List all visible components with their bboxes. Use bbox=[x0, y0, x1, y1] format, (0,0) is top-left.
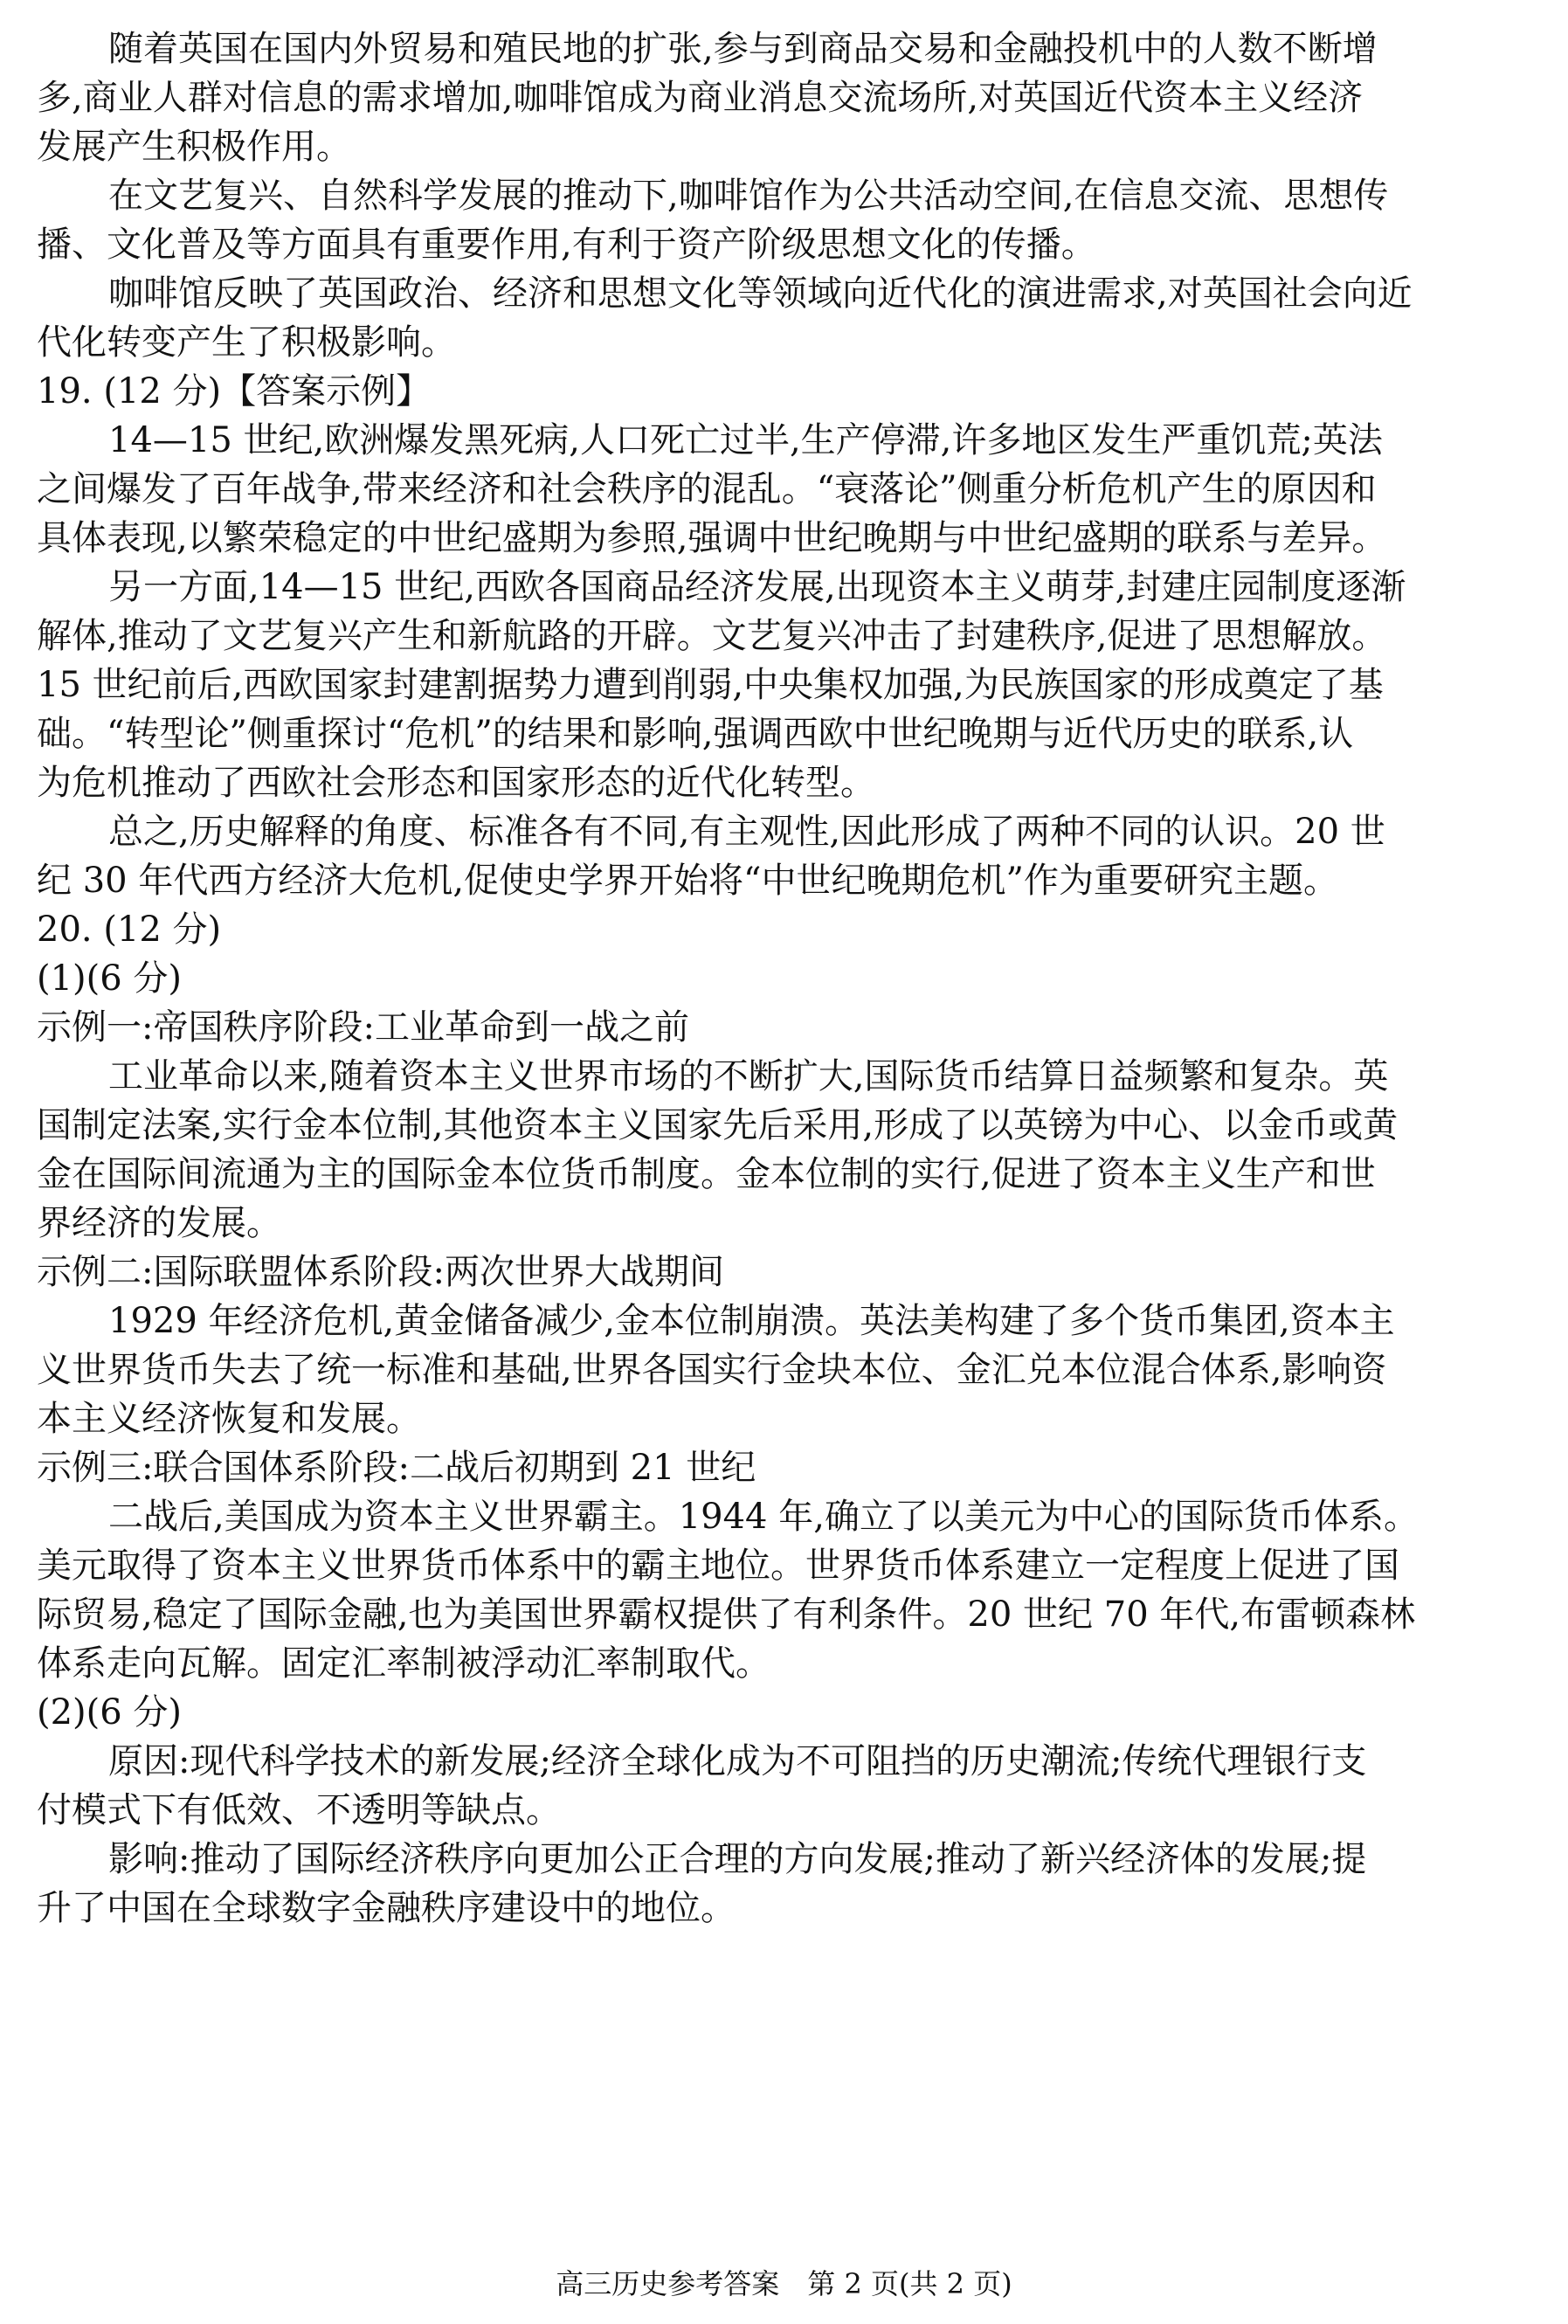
text-line: 另一方面,14—15 世纪,西欧各国商品经济发展,出现资本主义萌芽,封建庄园制度逐渐 bbox=[108, 567, 1406, 607]
text-line: 体系走向瓦解。固定汇率制被浮动汇率制取代。 bbox=[37, 1643, 770, 1684]
text-line: 本主义经济恢复和发展。 bbox=[37, 1399, 421, 1439]
text-line: 二战后,美国成为资本主义世界霸主。1944 年,确立了以美元为中心的国际货币体系。 bbox=[108, 1497, 1419, 1537]
text-line: 示例二:国际联盟体系阶段:两次世界大战期间 bbox=[37, 1252, 724, 1292]
text-line: 19. (12 分)【答案示例】 bbox=[37, 371, 432, 412]
text-line: 示例三:联合国体系阶段:二战后初期到 21 世纪 bbox=[37, 1448, 756, 1488]
text-line: 发展产生积极作用。 bbox=[37, 127, 351, 167]
text-line: 播、文化普及等方面具有重要作用,有利于资产阶级思想文化的传播。 bbox=[37, 225, 1096, 265]
text-line: 际贸易,稳定了国际金融,也为美国世界霸权提供了有利条件。20 世纪 70 年代,布雷顿森林 bbox=[37, 1594, 1416, 1635]
text-line: 国制定法案,实行金本位制,其他资本主义国家先后采用,形成了以英镑为中心、以金币或黄 bbox=[37, 1105, 1399, 1145]
text-line: 20. (12 分) bbox=[37, 910, 222, 950]
text-line: 15 世纪前后,西欧国家封建割据势力遭到削弱,中央集权加强,为民族国家的形成奠定了基 bbox=[37, 665, 1384, 705]
text-line: 为危机推动了西欧社会形态和国家形态的近代化转型。 bbox=[37, 763, 875, 803]
text-line: 咖啡馆反映了英国政治、经济和思想文化等领域向近代化的演进需求,对英国社会向近 bbox=[108, 273, 1413, 314]
text-line: 础。“转型论”侧重探讨“危机”的结果和影响,强调西欧中世纪晚期与近代历史的联系,认 bbox=[37, 714, 1354, 754]
text-line: 具体表现,以繁荣稳定的中世纪盛期为参照,强调中世纪晚期与中世纪盛期的联系与差异。 bbox=[37, 518, 1387, 558]
text-line: 在文艺复兴、自然科学发展的推动下,咖啡馆作为公共活动空间,在信息交流、思想传 bbox=[108, 176, 1389, 216]
text-line: 1929 年经济危机,黄金储备减少,金本位制崩溃。英法美构建了多个货币集团,资本主 bbox=[108, 1301, 1395, 1341]
text-line: 工业革命以来,随着资本主义世界市场的不断扩大,国际货币结算日益频繁和复杂。英 bbox=[108, 1056, 1389, 1096]
text-line: 付模式下有低效、不透明等缺点。 bbox=[37, 1790, 561, 1830]
text-line: 金在国际间流通为主的国际金本位货币制度。金本位制的实行,促进了资本主义生产和世 bbox=[37, 1154, 1376, 1194]
text-line: 义世界货币失去了统一标准和基础,世界各国实行金块本位、金汇兑本位混合体系,影响资 bbox=[37, 1350, 1387, 1390]
text-line: 界经济的发展。 bbox=[37, 1203, 281, 1243]
text-line: 纪 30 年代西方经济大危机,促使史学界开始将“中世纪晚期危机”作为重要研究主题。 bbox=[37, 861, 1338, 901]
text-line: 解体,推动了文艺复兴产生和新航路的开辟。文艺复兴冲击了封建秩序,促进了思想解放。 bbox=[37, 616, 1387, 656]
text-line: 美元取得了资本主义世界货币体系中的霸主地位。世界货币体系建立一定程度上促进了国 bbox=[37, 1546, 1399, 1586]
text-line: 多,商业人群对信息的需求增加,咖啡馆成为商业消息交流场所,对英国近代资本主义经济 bbox=[37, 78, 1364, 118]
text-line: 原因:现代科学技术的新发展;经济全球化成为不可阻挡的历史潮流;传统代理银行支 bbox=[108, 1741, 1367, 1781]
text-line: 代化转变产生了积极影响。 bbox=[37, 322, 456, 363]
text-line: 之间爆发了百年战争,带来经济和社会秩序的混乱。“衰落论”侧重分析危机产生的原因和 bbox=[37, 469, 1377, 509]
text-line: 影响:推动了国际经济秩序向更加公正合理的方向发展;推动了新兴经济体的发展;提 bbox=[108, 1839, 1367, 1879]
text-line: (1)(6 分) bbox=[37, 958, 183, 999]
text-line: 14—15 世纪,欧洲爆发黑死病,人口死亡过半,生产停滞,许多地区发生严重饥荒;英法 bbox=[108, 420, 1383, 460]
text-line: 升了中国在全球数字金融秩序建设中的地位。 bbox=[37, 1888, 736, 1928]
text-line: (2)(6 分) bbox=[37, 1692, 183, 1733]
text-line: 总之,历史解释的角度、标准各有不同,有主观性,因此形成了两种不同的认识。20 世 bbox=[108, 812, 1385, 852]
document-body bbox=[37, 24, 1539, 2324]
page-footer: 高三历史参考答案 第 2 页(共 2 页) bbox=[556, 2267, 1012, 2300]
text-line: 随着英国在国内外贸易和殖民地的扩张,参与到商品交易和金融投机中的人数不断增 bbox=[108, 29, 1378, 69]
text-line: 示例一:帝国秩序阶段:工业革命到一战之前 bbox=[37, 1007, 689, 1048]
